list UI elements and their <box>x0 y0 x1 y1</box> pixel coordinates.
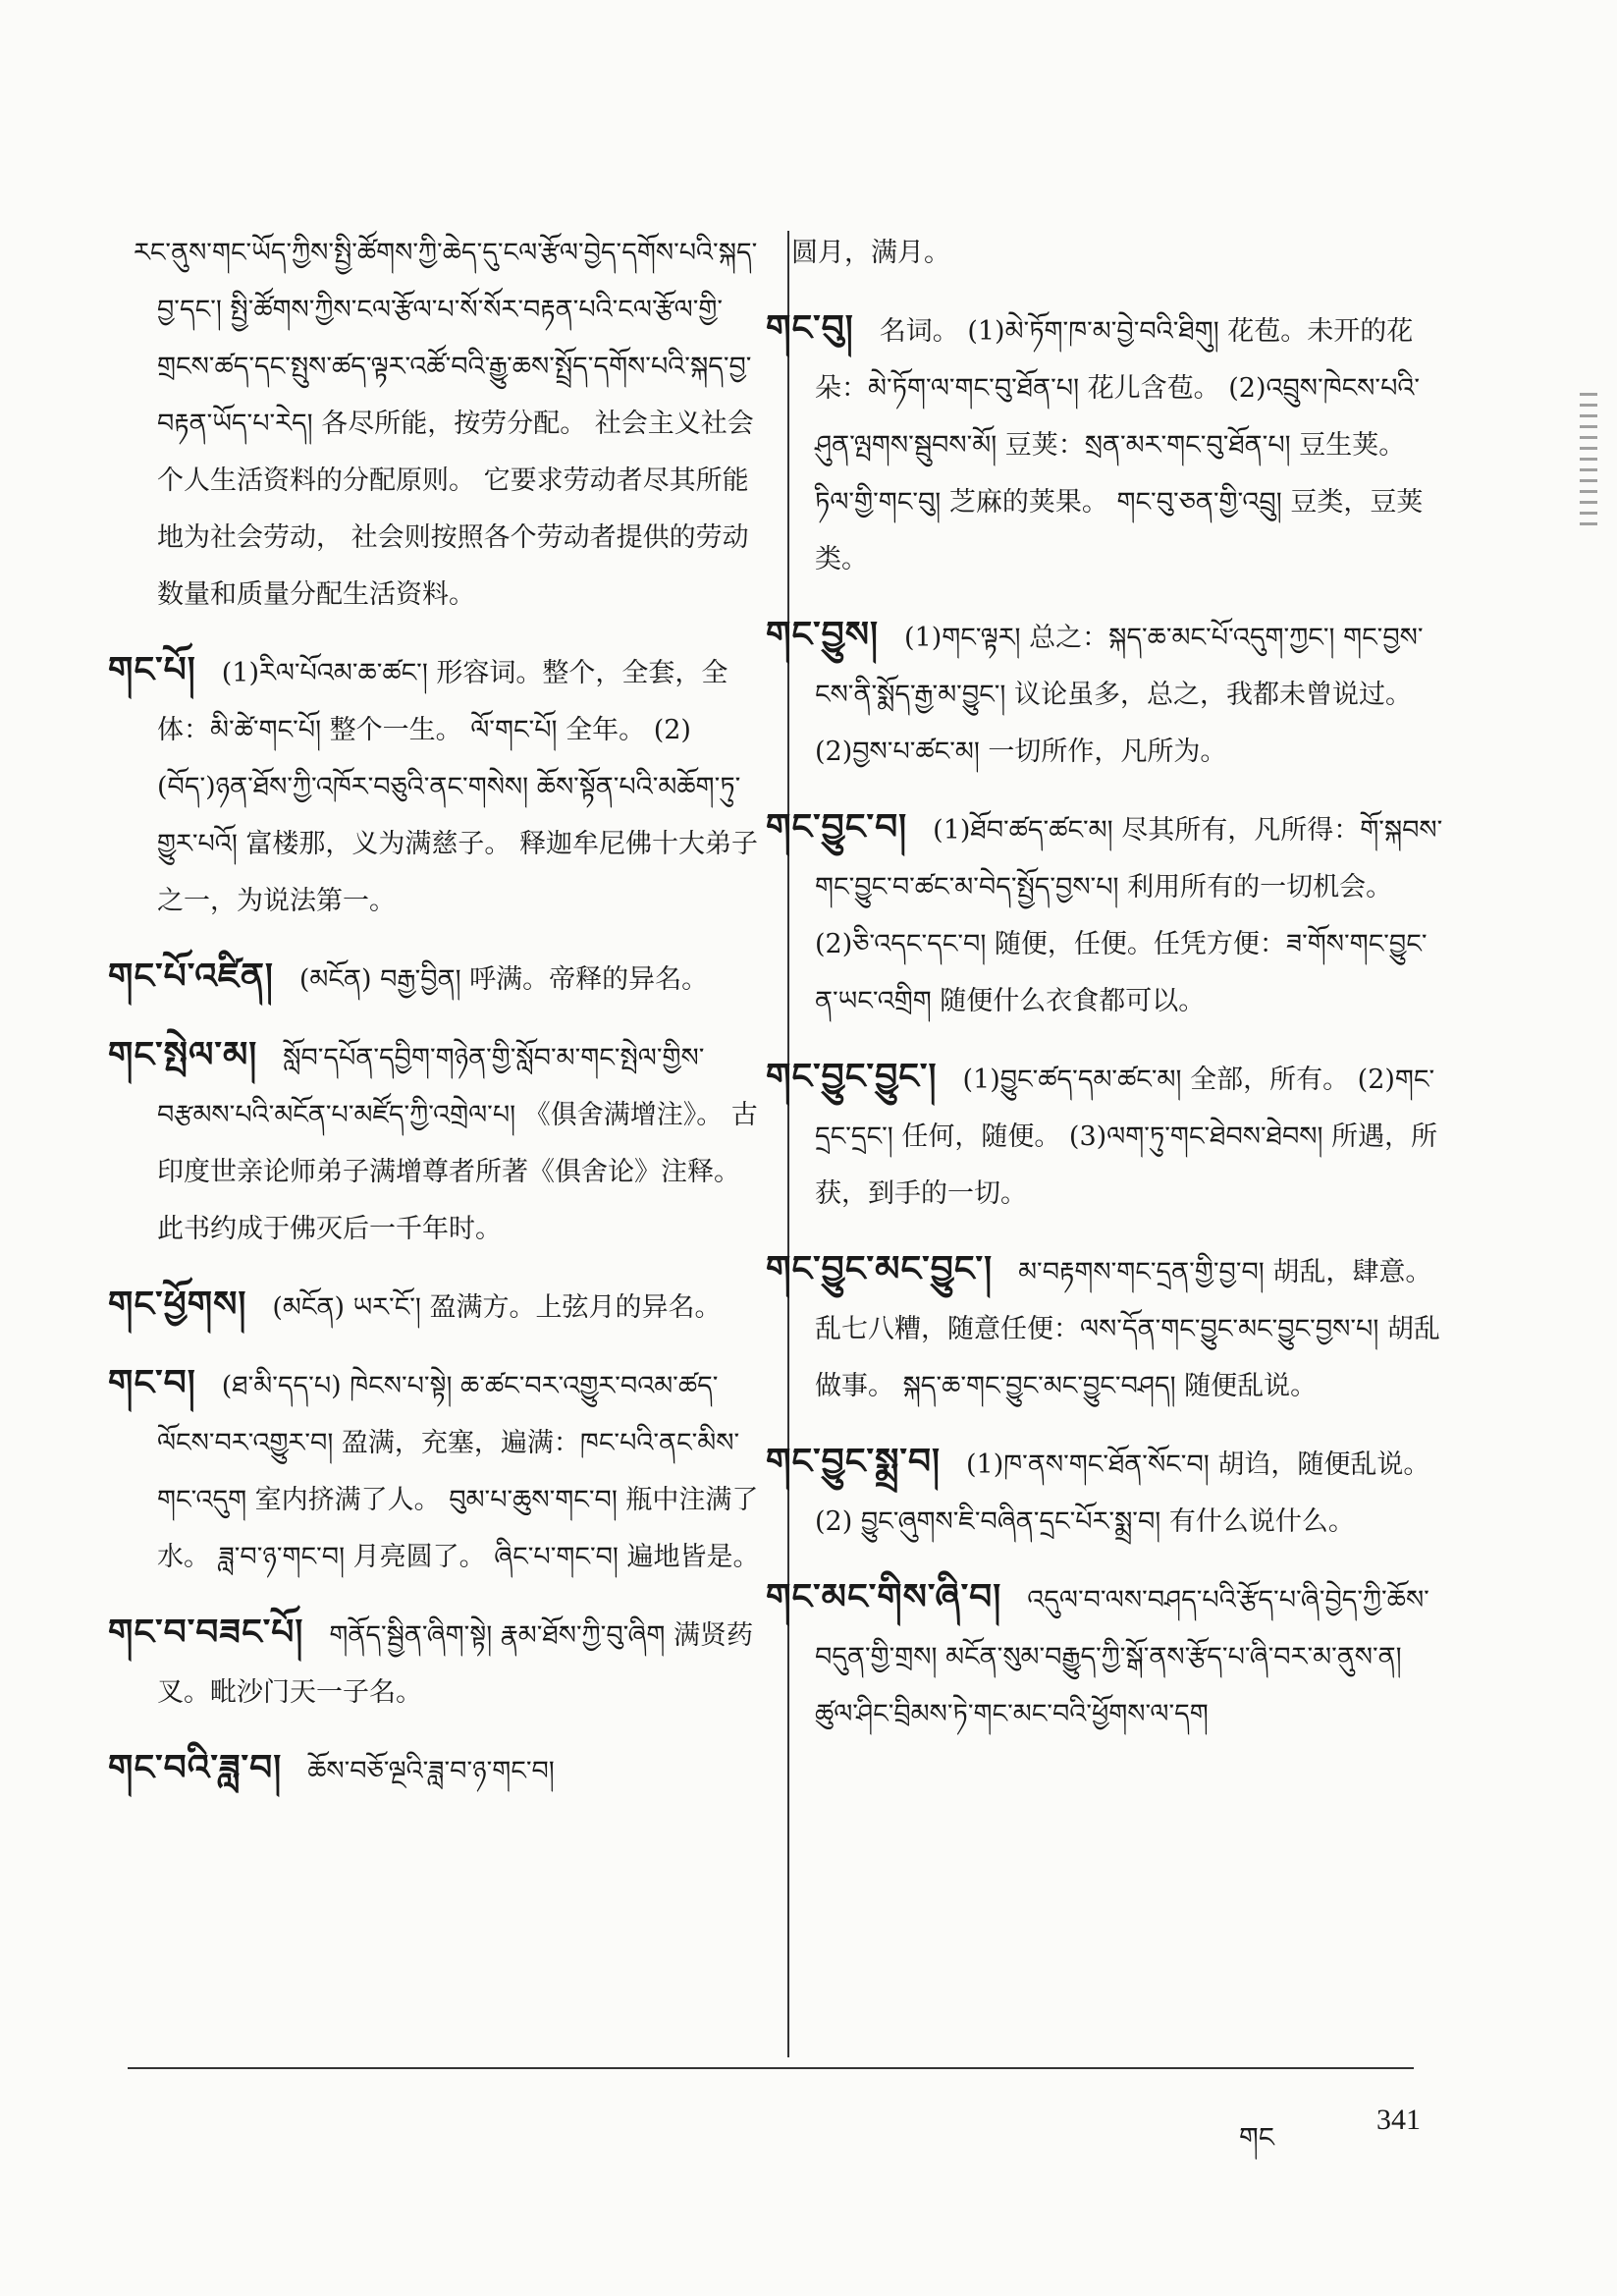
entry <box>108 1739 766 1800</box>
definition: (1)ཐོབ་ཚད་ཚང་མ། 尽其所有，凡所得：གོ་སྐབས་གང་བྱུང་བ་ཚང་མ་བེད་སྤྱོད་བྱས་པ། 利用所有的一切机会。 (2)ཅི་འདང་དང་བ། 随便，任便。任凭方便：ཟ་གོས་གང་བྱུང་ན་ཡང་འགྲིག 随便什么衣食都可以。 <box>815 815 1443 1016</box>
definition: (1)ཁ་ནས་གང་ཐོན་སོང་བ། 胡诌，随便乱说。 (2) བྱུང་ཞུགས་ཇི་བཞིན་དྲང་པོར་སྨྲ་བ། 有什么说什么。 <box>815 1449 1430 1537</box>
entry <box>108 1604 766 1722</box>
definition: རང་ནུས་གང་ཡོད་ཀྱིས་སྤྱི་ཚོགས་ཀྱི་ཆེད་དུ་ངལ་རྩོལ་བྱེད་དགོས་པའི་སྐད་བྱ་དང་། སྤྱི་ཚོགས་ཀྱིས་ངལ་རྩོལ་པ་སོ་སོར་བརྟན་པའི་ངལ་རྩོལ་གྱི་གྲངས་ཚད་དང་སྤུས་ཚད་ལྟར་འཚོ་བའི་རྒྱུ་ཆས་སྤྲོད་དགོས་པའི་སྐད་བྱ་བརྟན་ཡོད་པ་རེད། 各尽所能，按劳分配。 社会主义社会个人生活资料的分配原则。 它要求劳动者尽其所能地为社会劳动， 社会则按照各个劳动者提供的劳动数量和质量分配生活资料。 <box>134 238 758 610</box>
entry <box>766 606 1443 781</box>
entry <box>766 1048 1443 1223</box>
left-column <box>108 221 766 1818</box>
entry <box>108 1276 766 1337</box>
headword: གང་མང་གིས་ཞི་བ། <box>766 1576 1002 1617</box>
definition: (ཐ་མི་དད་པ) ཁེངས་པ་སྟེ། ཆ་ཚང་བར་འགྱུར་བའམ་ཚད་ལོངས་བར་འགྱུར་བ། 盈满，充塞，遍满：ཁང་པའི་ནང་མིས་གང་འདུག 室内挤满了人。 བུམ་པ་ཆུས་གང་བ། 瓶中注满了水。 ཟླ་བ་ཉ་གང་བ། 月亮圆了。 ཞིང་པ་གང་བ། 遍地皆是。 <box>157 1371 760 1572</box>
definition: (1)རིལ་པོའམ་ཆ་ཚང་། 形容词。整个，全套，全体：མི་ཚེ་གང་པོ། 整个一生。 ལོ་གང་པོ། 全年。 (2)(བོད་)ཉན་ཐོས་ཀྱི་འཁོར་བཅུའི་ནང་གསེས། ཆོས་སྟོན་པའི་མཆོག་ཏུ་གྱུར་པའོ། 富楼那，义为满慈子。 释迦牟尼佛十大弟子之一，为说法第一。 <box>157 658 758 916</box>
headword: གང་བྱུང་མང་བྱུང་། <box>766 1248 994 1289</box>
definition: (1)གང་ལྟར། 总之：སྐད་ཆ་མང་པོ་འདུག་ཀྱང་། གང་བྱས་ངས་ནི་སྨོད་རྒྱ་མ་བྱུང་། 议论虽多，总之，我都未曾说过。 (2)བྱས་པ་ཚང་མ། 一切所作，凡所为。 <box>815 623 1424 767</box>
definition: (མངོན) ཡར་ངོ་། 盈满方。上弦月的异名。 <box>272 1292 722 1323</box>
headword: གང་བྱུང་བ། <box>766 806 908 847</box>
headword: གང་བ། <box>108 1362 196 1403</box>
entry <box>766 300 1443 588</box>
definition: (མངོན) བརྒྱ་བྱིན། 呼满。帝释的异名。 <box>298 964 709 995</box>
right-column <box>766 221 1443 1761</box>
headword: གང་བ་བཟང་པོ། <box>108 1612 304 1653</box>
headword: གང་པོ་འཛིན། <box>108 956 274 997</box>
headword: གང་ཕྱོགས། <box>108 1284 247 1325</box>
headword: གང་སྤེལ་མ། <box>108 1034 258 1075</box>
entry <box>108 1026 766 1258</box>
entry <box>766 1240 1443 1415</box>
page-number: 341 <box>1376 2104 1421 2136</box>
entry <box>791 221 1443 282</box>
definition: འདུལ་བ་ལས་བཤད་པའི་རྩོད་པ་ཞི་བྱེད་ཀྱི་ཆོས་བདུན་གྱི་གྲས། མངོན་སུམ་བརྒྱུད་ཀྱི་སྒོ་ནས་རྩོད་པ་ཞི་བར་མ་ནུས་ན། ཚུལ་ཤིང་བྲིམས་ཏེ་གང་མང་བའི་ཕྱོགས་ལ་དག <box>815 1585 1429 1729</box>
entry <box>766 798 1443 1030</box>
entry <box>766 1433 1443 1551</box>
entry <box>134 221 766 624</box>
entry <box>108 641 766 930</box>
footer-rule <box>128 2067 1414 2069</box>
headword: གང་བྱུང་བྱུང་། <box>766 1056 938 1097</box>
headword: གང་བུ། <box>766 307 854 349</box>
definition: གནོད་སྦྱིན་ཞིག་སྟེ། རྣམ་ཐོས་ཀྱི་བུ་ཞིག 满贤药叉。毗沙门天一子名。 <box>157 1620 753 1708</box>
headword: གང་བྱུང་སྨྲ་བ། <box>766 1441 942 1482</box>
definition: (1)བྱུང་ཚད་དམ་ཚང་མ། 全部，所有。 (2)གང་དྲང་དྲང་། 任何，随便。 (3)ལག་ཏུ་གང་ཐེབས་ཐེབས། 所遇，所获，到手的一切。 <box>815 1065 1438 1209</box>
definition: སློབ་དཔོན་དབྱིག་གཉེན་གྱི་སློབ་མ་གང་སྤེལ་གྱིས་བརྩམས་པའི་མངོན་པ་མཛོད་ཀྱི་འགྲེལ་པ། 《俱舍满增注》。 古印度世亲论师弟子满增尊者所著《俱舍论》注释。 此书约成于佛灭后一千年时。 <box>157 1043 758 1244</box>
section-label: གང <box>1239 2121 1274 2154</box>
definition: 名词。 (1)མེ་ཏོག་ཁ་མ་བྱེ་བའི་ཐིགུ། 花苞。未开的花朵：མེ་ཏོག་ལ་གང་བུ་ཐོན་པ། 花儿含苞。 (2)འབྲུས་ཁེངས་པའི་ཤུན་ལྤགས་སྦུབས་མོ། 豆荚：སྲན་མར་གང་བུ་ཐོན་པ། 豆生荚。 ཏིལ་གྱི་གང་བུ། 芝麻的荚果。 གང་བུ་ཅན་གྱི་འབྲུ། 豆类，豆荚类。 <box>815 316 1424 574</box>
entry <box>108 948 766 1009</box>
definition: ཆོས་བཅོ་ལྔའི་ཟླ་བ་ཉ་གང་བ། <box>307 1756 555 1786</box>
headword: གང་བྱུས། <box>766 614 880 655</box>
definition: 圆月，满月。 <box>791 238 950 268</box>
entry <box>766 1568 1443 1743</box>
definition: མ་བརྟགས་གང་དྲན་གྱི་བྱ་བ། 胡乱，肆意。乱七八糟，随意任便：ལས་དོན་གང་བྱུང་མང་བྱུང་བྱས་པ། 胡乱做事。 སྐད་ཆ་གང་བྱུང་མང་བྱུང་བཤད། 随便乱说。 <box>815 1257 1440 1401</box>
column-divider <box>787 231 789 2057</box>
thumb-index-marks <box>1580 393 1597 530</box>
headword: གང་པོ། <box>108 649 196 690</box>
headword: གང་བའི་ཟླ་བ། <box>108 1747 283 1788</box>
entry <box>108 1354 766 1586</box>
